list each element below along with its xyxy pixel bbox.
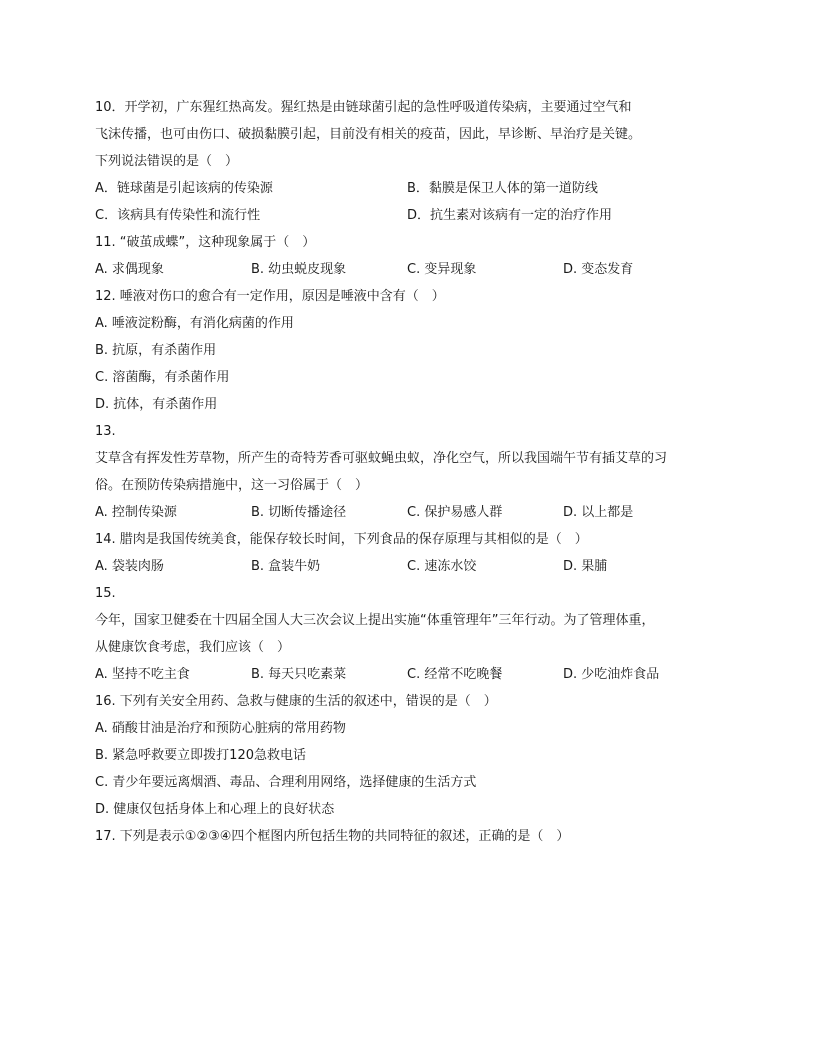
option-a[interactable]: A. 控制传染源	[95, 505, 177, 520]
option-c[interactable]: C. 青少年要远离烟酒、毒品、合理利用网络，选择健康的生活方式	[95, 775, 477, 790]
option-b[interactable]: B．黏膜是保卫人体的第一道防线	[407, 181, 598, 196]
option-c[interactable]: C. 溶菌酶，有杀菌作用	[95, 370, 230, 385]
question-17	[95, 823, 725, 850]
question-number: 13.	[95, 424, 116, 439]
question-stem: 17. 下列是表示①②③④四个框图内所包括生物的共同特征的叙述，正确的是（ ）	[95, 829, 570, 844]
option-d[interactable]: D．抗生素对该病有一定的治疗作用	[407, 208, 613, 223]
option-b[interactable]: B. 紧急呼救要立即拨打120急救电话	[95, 748, 306, 763]
option-b[interactable]: B. 盒装牛奶	[251, 559, 321, 574]
question-16	[95, 688, 725, 823]
option-b[interactable]: B. 幼虫蜕皮现象	[251, 262, 347, 277]
option-c[interactable]: C．该病具有传染性和流行性	[95, 208, 261, 223]
question-14	[95, 526, 725, 580]
question-11	[95, 229, 725, 283]
options-row	[95, 661, 725, 688]
exam-page	[95, 94, 725, 850]
options-row	[95, 175, 725, 202]
question-stem: 俗。在预防传染病措施中，这一习俗属于（ ）	[95, 478, 369, 493]
option-d[interactable]: D. 少吃油炸食品	[563, 667, 660, 682]
question-12	[95, 283, 725, 418]
option-a[interactable]: A. 坚持不吃主食	[95, 667, 190, 682]
option-a[interactable]: A. 硝酸甘油是治疗和预防心脏病的常用药物	[95, 721, 346, 736]
question-13	[95, 418, 725, 526]
question-stem: 艾草含有挥发性芳草物，所产生的奇特芳香可驱蚊蝇虫蚁，净化空气，所以我国端午节有插艾草的习	[95, 451, 668, 466]
option-d[interactable]: D. 果脯	[563, 559, 608, 574]
options-row	[95, 256, 725, 283]
option-c[interactable]: C. 速冻水饺	[407, 559, 477, 574]
question-15	[95, 580, 725, 688]
option-d[interactable]: D. 健康仅包括身体上和心理上的良好状态	[95, 802, 335, 817]
option-d[interactable]: D. 变态发育	[563, 262, 634, 277]
option-a[interactable]: A．链球菌是引起该病的传染源	[95, 181, 273, 196]
question-stem: 从健康饮食考虑，我们应该（ ）	[95, 640, 291, 655]
option-a[interactable]: A. 唾液淀粉酶，有消化病菌的作用	[95, 316, 294, 331]
options-row	[95, 202, 725, 229]
option-c[interactable]: C. 保护易感人群	[407, 505, 503, 520]
options-row	[95, 499, 725, 526]
question-stem: 12. 唾液对伤口的愈合有一定作用，原因是唾液中含有（ ）	[95, 289, 445, 304]
question-number: 15.	[95, 586, 116, 601]
option-a[interactable]: A. 袋装肉肠	[95, 559, 164, 574]
option-b[interactable]: B. 切断传播途径	[251, 505, 347, 520]
question-stem: 今年，国家卫健委在十四届全国人大三次会议上提出实施“体重管理年”三年行动。为了管理体重，	[95, 613, 655, 628]
question-10	[95, 94, 725, 229]
question-stem: 11. “破茧成蝶”，这种现象属于（ ）	[95, 235, 316, 250]
question-stem: 飞沫传播，也可由伤口、破损黏膜引起，目前没有相关的疫苗，因此，早诊断、早治疗是关键。	[95, 127, 642, 142]
question-stem: 14. 腊肉是我国传统美食，能保存较长时间，下列食品的保存原理与其相似的是（ ）	[95, 532, 588, 547]
question-stem: 16. 下列有关安全用药、急救与健康的生活的叙述中，错误的是（ ）	[95, 694, 497, 709]
options-row	[95, 553, 725, 580]
option-c[interactable]: C. 经常不吃晚餐	[407, 667, 503, 682]
option-d[interactable]: D. 抗体，有杀菌作用	[95, 397, 218, 412]
option-d[interactable]: D. 以上都是	[563, 505, 634, 520]
option-b[interactable]: B. 每天只吃素菜	[251, 667, 347, 682]
question-stem: 下列说法错误的是（ ）	[95, 154, 239, 169]
question-stem: 10．开学初，广东猩红热高发。猩红热是由链球菌引起的急性呼吸道传染病，主要通过空气和	[95, 100, 632, 115]
option-b[interactable]: B. 抗原，有杀菌作用	[95, 343, 217, 358]
option-c[interactable]: C. 变异现象	[407, 262, 477, 277]
option-a[interactable]: A. 求偶现象	[95, 262, 164, 277]
